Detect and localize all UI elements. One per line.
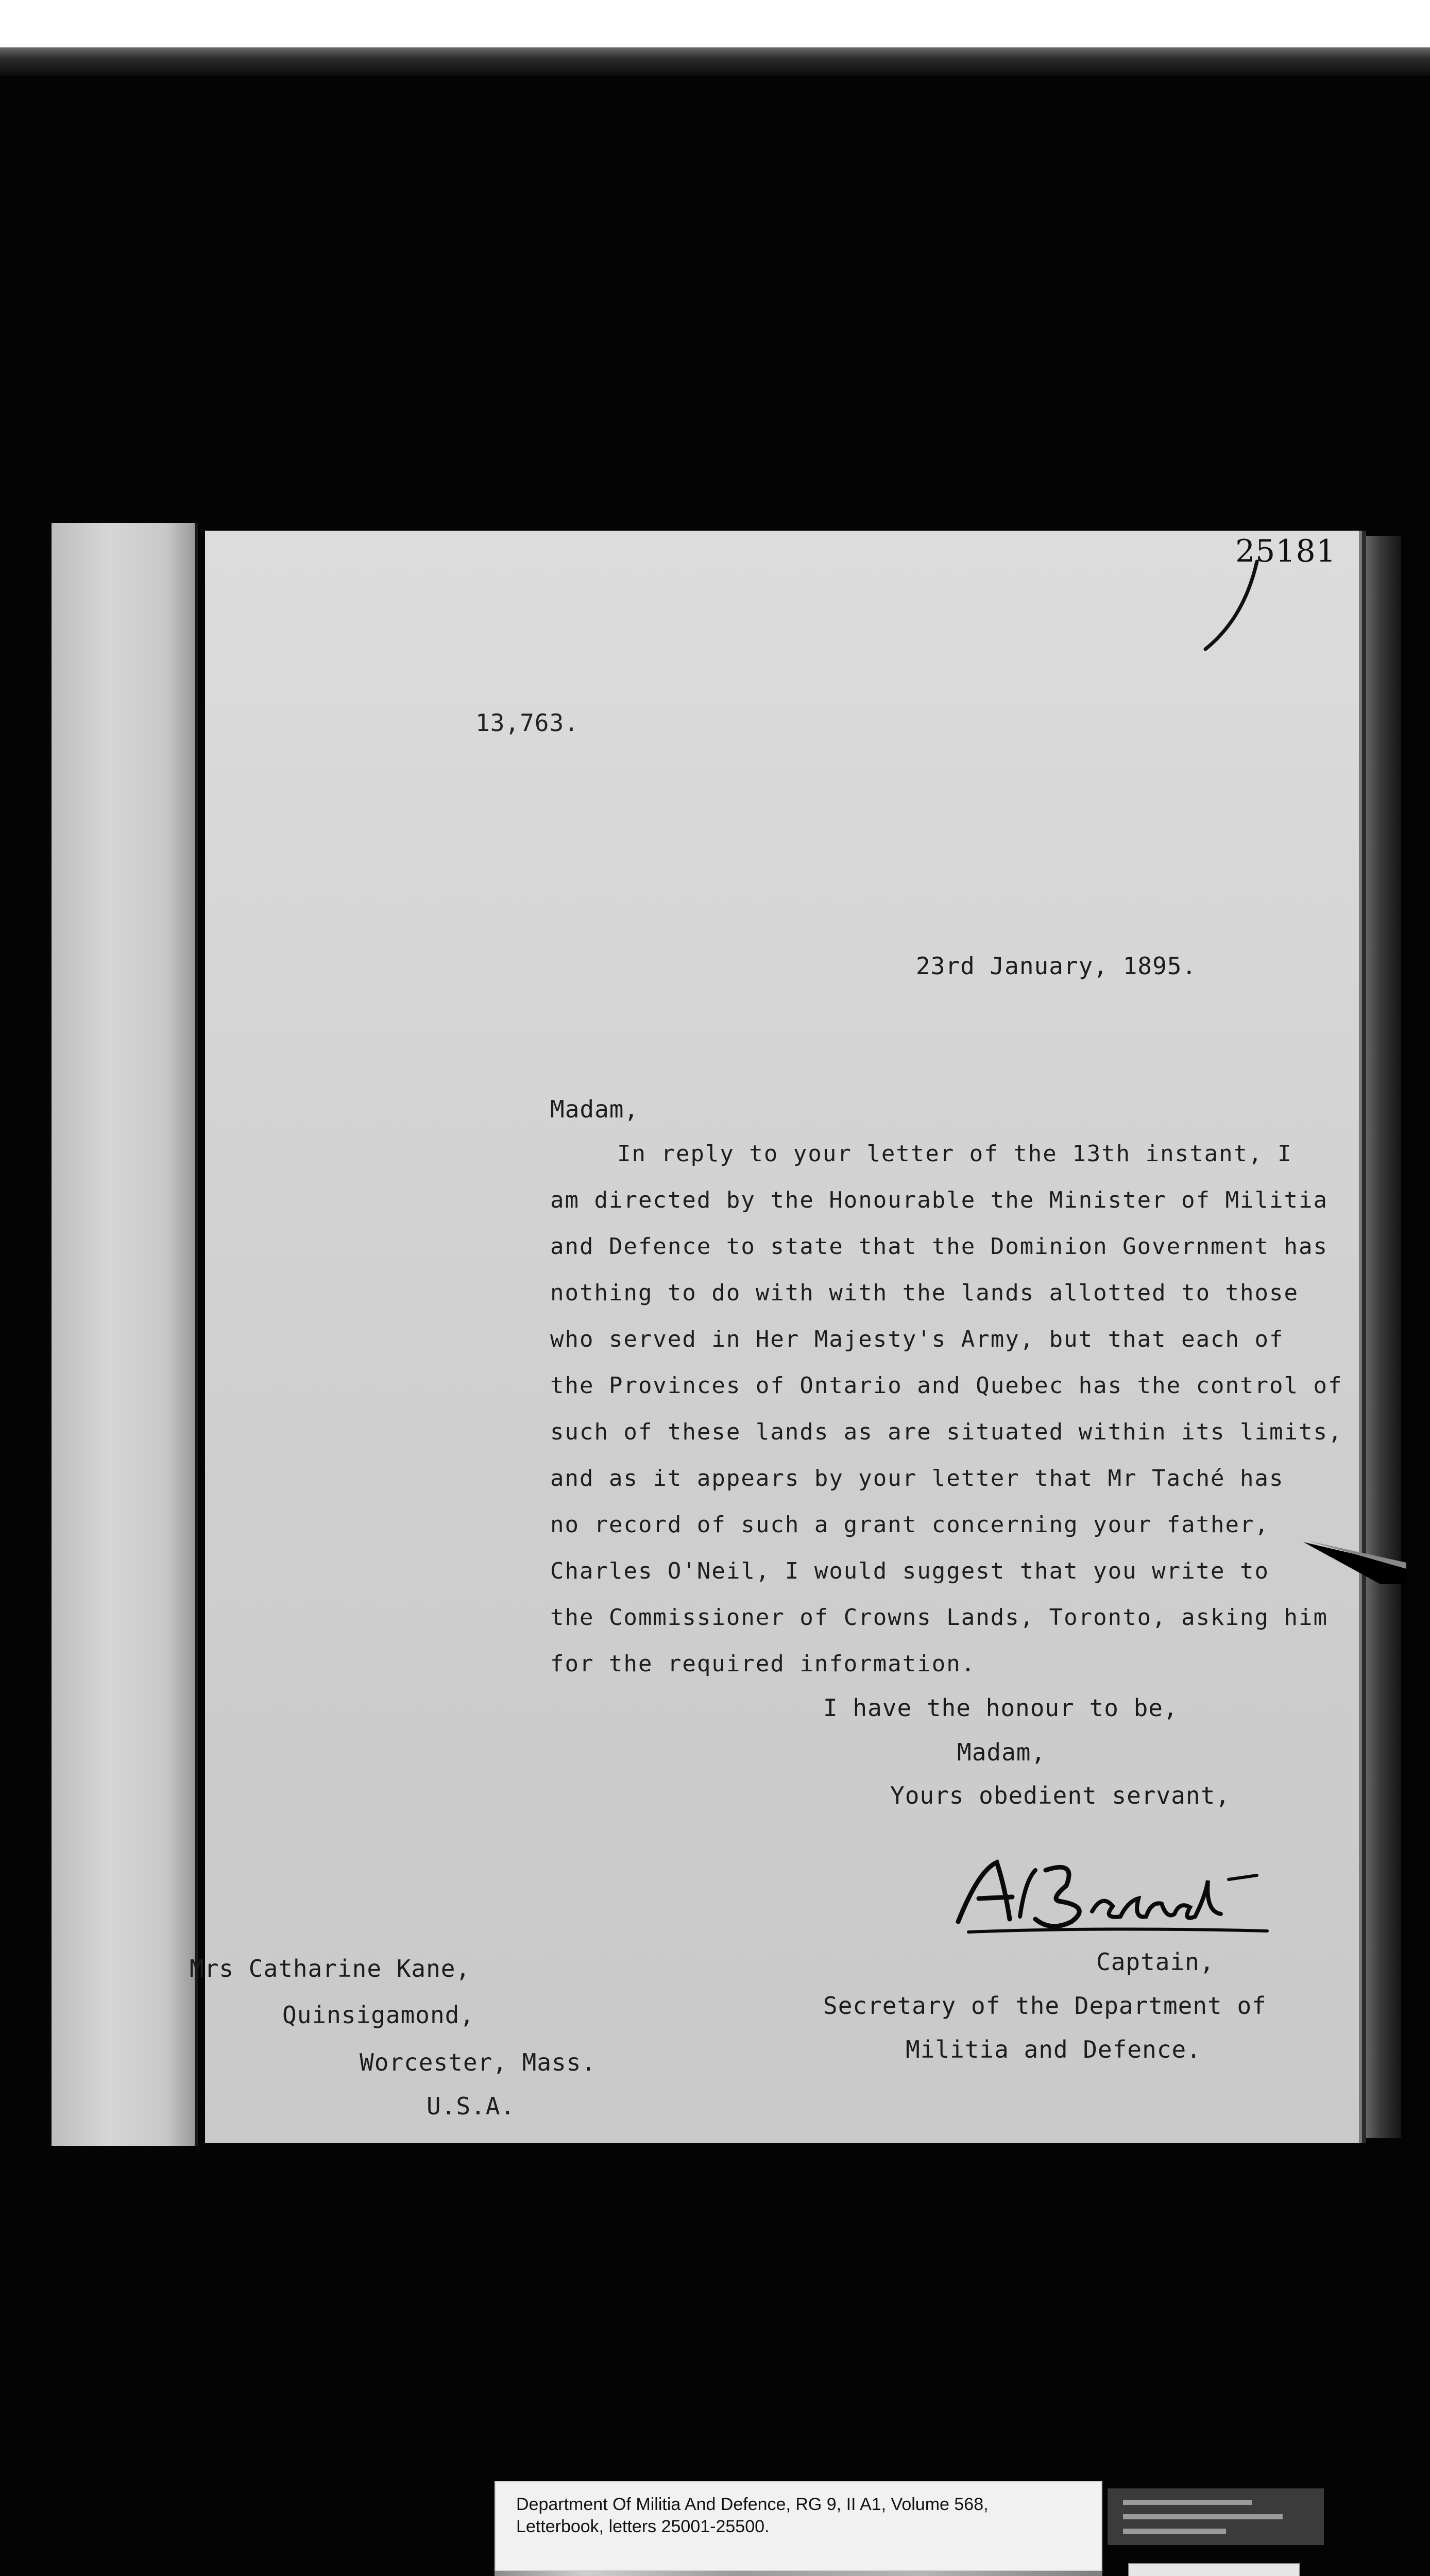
signature-image bbox=[948, 1850, 1278, 1942]
closing-line: I have the honour to be, bbox=[823, 1694, 1178, 1722]
page-edge-shadow bbox=[1360, 536, 1401, 2138]
poor-copy-tag bbox=[1128, 2563, 1300, 2576]
body-line: nothing to do with with the lands allotted to those bbox=[550, 1280, 1299, 1306]
pencil-slash-mark bbox=[1195, 556, 1267, 654]
signer-title-line: Secretary of the Department of bbox=[823, 1992, 1267, 2020]
body-line: am directed by the Honourable the Minister of Militia bbox=[550, 1187, 1328, 1213]
body-line: In reply to your letter of the 13th instant, I bbox=[617, 1141, 1292, 1167]
scan-top-margin bbox=[0, 0, 1430, 47]
closing-line: Madam, bbox=[957, 1738, 1046, 1766]
body-line: and as it appears by your letter that Mr Taché has bbox=[550, 1465, 1284, 1492]
addressee-line: Quinsigamond, bbox=[282, 2001, 475, 2029]
body-line: the Provinces of Ontario and Quebec has the control of bbox=[550, 1372, 1343, 1399]
archive-reference-label bbox=[495, 2481, 1102, 2571]
body-line: for the required information. bbox=[550, 1651, 976, 1677]
body-line: Charles O'Neil, I would suggest that you write to bbox=[550, 1558, 1270, 1584]
signer-title-line: Captain, bbox=[1096, 1948, 1215, 1976]
pencil-tip-shape bbox=[1303, 1538, 1406, 1584]
public-archives-stamp bbox=[495, 2571, 1102, 2576]
file-number: 13,763. bbox=[475, 709, 579, 737]
illegible-dark-tag bbox=[1108, 2488, 1324, 2545]
addressee-line: Mrs Catharine Kane, bbox=[190, 1955, 471, 1982]
scan-top-edge bbox=[0, 47, 1430, 76]
closing-line: Yours obedient servant, bbox=[890, 1782, 1230, 1809]
archive-reference-line: Department Of Militia And Defence, RG 9, II A1, Volume 568, bbox=[516, 2495, 989, 2514]
folio-number: 25181 bbox=[1235, 533, 1336, 569]
body-line: the Commissioner of Crowns Lands, Toronto, asking him bbox=[550, 1604, 1328, 1631]
body-line: no record of such a grant concerning your father, bbox=[550, 1512, 1270, 1538]
facing-page-edge bbox=[52, 523, 198, 2146]
signer-title-line: Militia and Defence. bbox=[906, 2036, 1201, 2063]
salutation: Madam, bbox=[550, 1095, 639, 1123]
addressee-line: U.S.A. bbox=[427, 2092, 516, 2120]
body-line: and Defence to state that the Dominion Government has bbox=[550, 1233, 1328, 1260]
archive-reference-line: Letterbook, letters 25001-25500. bbox=[516, 2516, 770, 2536]
addressee-line: Worcester, Mass. bbox=[360, 2048, 597, 2076]
body-line: such of these lands as are situated within its limits, bbox=[550, 1419, 1343, 1445]
letter-date: 23rd January, 1895. bbox=[916, 952, 1197, 980]
body-line: who served in Her Majesty's Army, but that each of bbox=[550, 1326, 1284, 1352]
